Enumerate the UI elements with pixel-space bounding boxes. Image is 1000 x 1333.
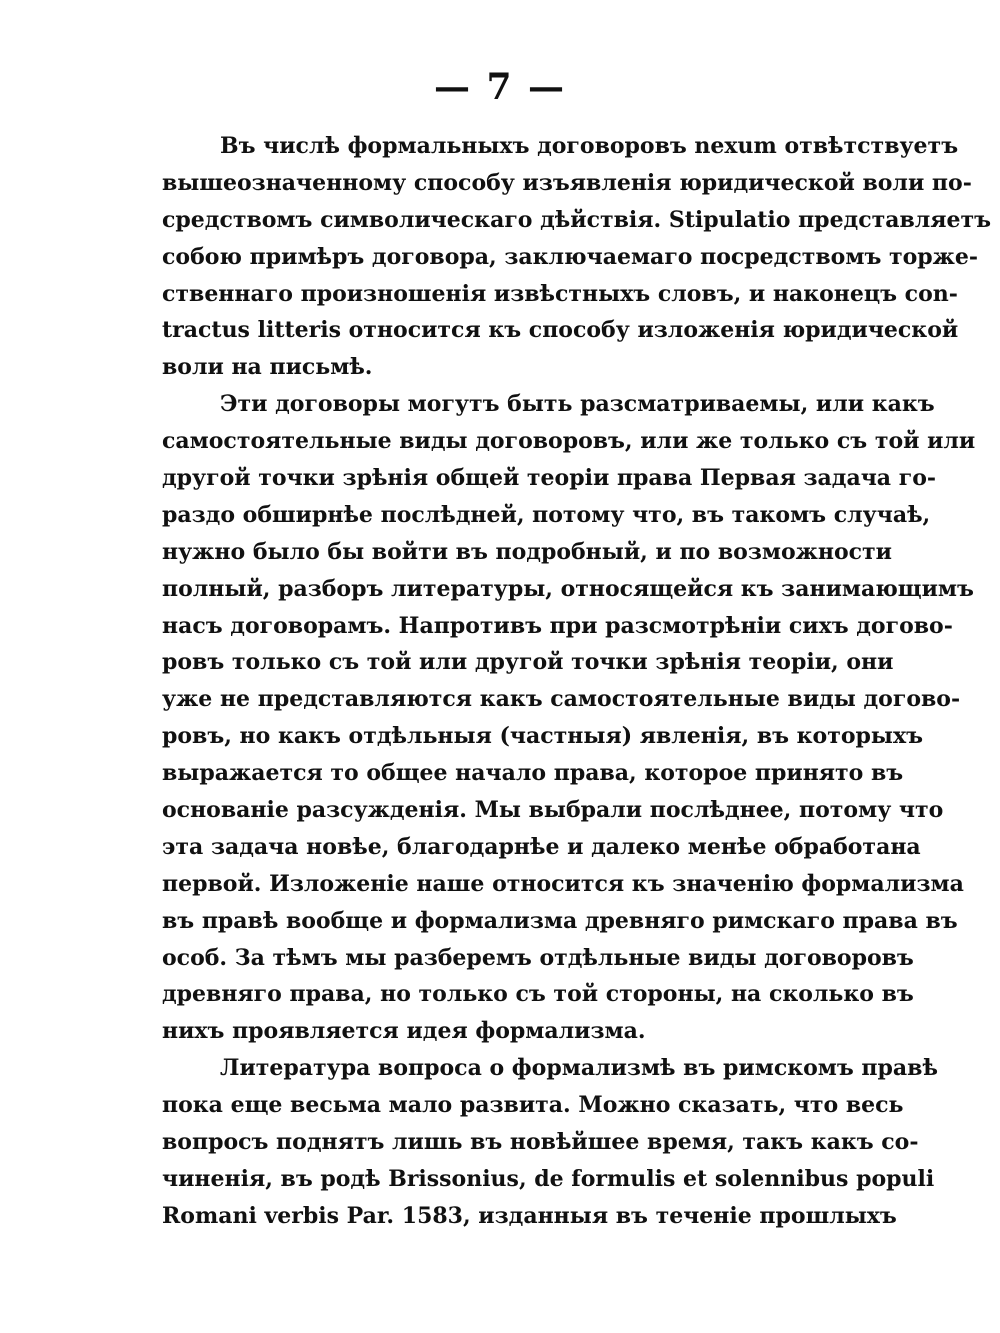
text-line: насъ договорамъ. Напротивъ при разсмотрѣніи сихъ догово- <box>162 612 953 639</box>
text-line: Romani verbis Par. 1583, изданныя въ теченіе прошлыхъ <box>162 1202 897 1229</box>
text-line: древняго права, но только съ той стороны, на сколько въ <box>162 981 914 1008</box>
text-line: чиненія, въ родѣ Brissonius, de formulis et solennibus populi <box>162 1165 935 1192</box>
text-line: основаніе разсужденія. Мы выбрали послѣднее, потому что <box>162 797 944 824</box>
text-line: ровъ только съ той или другой точки зрѣнія теоріи, они <box>162 649 894 676</box>
paragraph-3 <box>162 1050 938 1234</box>
text-line: Въ числѣ формальныхъ договоровъ nexum отвѣтствуетъ <box>220 133 959 159</box>
text-line: ственнаго произношенія извѣстныхъ словъ, и наконецъ con- <box>162 280 958 307</box>
text-line: выражается то общее начало права, которое принято въ <box>162 760 904 787</box>
text-line: Литература вопроса о формализмѣ въ римскомъ правѣ <box>220 1055 938 1082</box>
text-line: въ правѣ вообще и формализма древняго римскаго права въ <box>162 907 958 934</box>
text-line: tractus litteris относится къ способу изложенія юридической <box>162 317 959 344</box>
text-line: вопросъ поднятъ лишь въ новѣйшее время, такъ какъ со- <box>162 1129 919 1156</box>
text-line: полный, разборъ литературы, относящейся къ занимающимъ <box>162 575 974 602</box>
text-line: самостоятельные виды договоровъ, или же только съ той или <box>162 428 976 455</box>
page-number: — 7 — <box>433 66 567 108</box>
paragraph-2 <box>162 386 976 1050</box>
text-line: другой точки зрѣнія общей теоріи права Первая задача го- <box>162 465 937 492</box>
text-line: средствомъ символическаго дѣйствія. Stipulatio представляетъ <box>162 206 992 233</box>
text-line: раздо обширнѣе послѣдней, потому что, въ такомъ случаѣ, <box>162 501 931 528</box>
text-line: Эти договоры могутъ быть разсматриваемы, или какъ <box>220 391 935 418</box>
text-line: нужно было бы войти въ подробный, и по возможности <box>162 538 892 565</box>
text-line: первой. Изложеніе наше относится къ значенію формализма <box>162 870 964 897</box>
text-line: собою примѣръ договора, заключаемаго посредствомъ торже- <box>162 243 979 270</box>
text-line: ровъ, но какъ отдѣльныя (частныя) явленія, въ которыхъ <box>162 723 923 750</box>
text-line: нихъ проявляется идея формализма. <box>162 1018 646 1045</box>
text-line: уже не представляются какъ самостоятельные виды догово- <box>162 686 961 713</box>
body-text <box>162 128 992 1235</box>
text-line: особ. За тѣмъ мы разберемъ отдѣльные виды договоровъ <box>162 944 914 971</box>
text-line: эта задача новѣе, благодарнѣе и далеко менѣе обработана <box>162 833 921 860</box>
text-line: пока еще весьма мало развита. Можно сказать, что весь <box>162 1092 904 1119</box>
text-line: воли на письмѣ. <box>162 354 373 381</box>
paragraph-1 <box>162 128 992 386</box>
text-line: вышеозначенному способу изъявленія юридической воли по- <box>162 169 972 196</box>
